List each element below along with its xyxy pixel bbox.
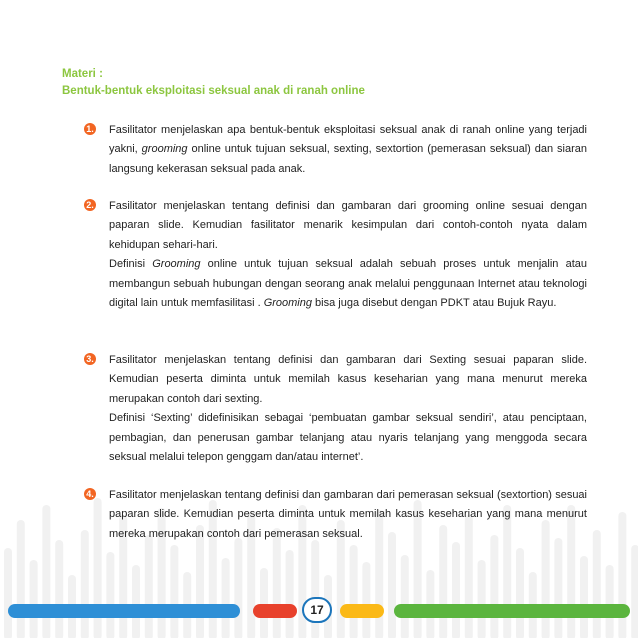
background-pillar [580, 556, 588, 638]
footer-bar-green [394, 604, 630, 618]
background-pillar [81, 530, 89, 638]
background-pillar [42, 505, 50, 638]
background-pillar [106, 552, 114, 638]
background-pillar [30, 560, 38, 638]
page-number: 17 [302, 597, 332, 623]
background-pillar [145, 535, 153, 638]
footer-bar-blue [8, 604, 240, 618]
background-pillar [516, 548, 524, 638]
background-pillar [55, 540, 63, 638]
background-pillar [286, 550, 294, 638]
item-paragraph: Fasilitator menjelaskan tentang definisi dan gambaran dari Sexting sesuai paparan slide. Kemudian peserta diminta untuk memilah kasus keseharian yang mana menurut mereka merupakan contoh dari sexting. [109, 354, 587, 405]
number-badge: 3. [84, 353, 96, 365]
item-definition: Definisi Grooming online untuk tujuan seksual adalah sebuah proses untuk menjalin atau membangun sebuah hubungan dengan seorang anak melalui penggunaan Internet atau teknologi digital lain untuk memfasilitasi . Grooming bisa juga disebut dengan PDKT atau Bujuk Rayu. [109, 258, 587, 310]
background-pillar [222, 558, 230, 638]
background-pillar [234, 538, 242, 638]
background-pillar [17, 520, 25, 638]
heading-title: Bentuk-bentuk eksploitasi seksual anak di ranah online [62, 85, 365, 97]
background-pillar [132, 565, 140, 638]
background-pillar [362, 562, 370, 638]
background-pillar [554, 538, 562, 638]
number-badge: 1. [84, 123, 96, 135]
background-pillar [388, 532, 396, 638]
background-pillar [311, 540, 319, 638]
section-heading [62, 66, 582, 100]
background-pillar [606, 565, 614, 638]
footer-bar-red [253, 604, 297, 618]
background-pillar [593, 530, 601, 638]
background-pillar [4, 548, 12, 638]
item-definition: Definisi ‘Sexting’ didefinisikan sebagai ‘pembuatan gambar seksual sendiri’, atau penciptaan, pembagian, dan penerusan gambar telanjang atau nyaris telanjang yang menggoda secara seksual melalui telepon genggam dan/atau internet’. [109, 412, 587, 464]
background-pillar [260, 568, 268, 638]
heading-label: Materi : [62, 68, 103, 80]
background-pillar [350, 545, 358, 638]
item-text: Fasilitator menjelaskan apa bentuk-bentuk eksploitasi seksual anak di ranah online yang terjadi yakni, grooming online untuk tujuan seksual, sexting, sextortion (pemerasan seksual) dan siaran langsung kekerasan seksual pada anak. [109, 124, 587, 175]
item-paragraph: Fasilitator menjelaskan tentang definisi dan gambaran dari grooming online sesuai dengan paparan slide. Kemudian fasilitator menarik kesimpulan dari contoh-contoh nyata dalam kehidupan sehari-hari. [109, 200, 587, 251]
background-pillar [452, 542, 460, 638]
item-paragraph: Fasilitator menjelaskan tentang definisi dan gambaran dari pemerasan seksual (sextortion) sesuai paparan slide. Kemudian peserta diminta untuk memilah kasus keseharian yang mana menurut mereka merupakan contoh dari pemerasan seksual. [109, 489, 587, 540]
background-pillar [490, 535, 498, 638]
number-badge: 2. [84, 199, 96, 211]
background-pillar [273, 528, 281, 638]
background-pillar [170, 545, 178, 638]
background-pillar [618, 512, 626, 638]
background-pillar [631, 545, 638, 638]
number-badge: 4. [84, 488, 96, 500]
background-pillar [401, 555, 409, 638]
background-pillar [478, 560, 486, 638]
footer-bar-yellow [340, 604, 384, 618]
